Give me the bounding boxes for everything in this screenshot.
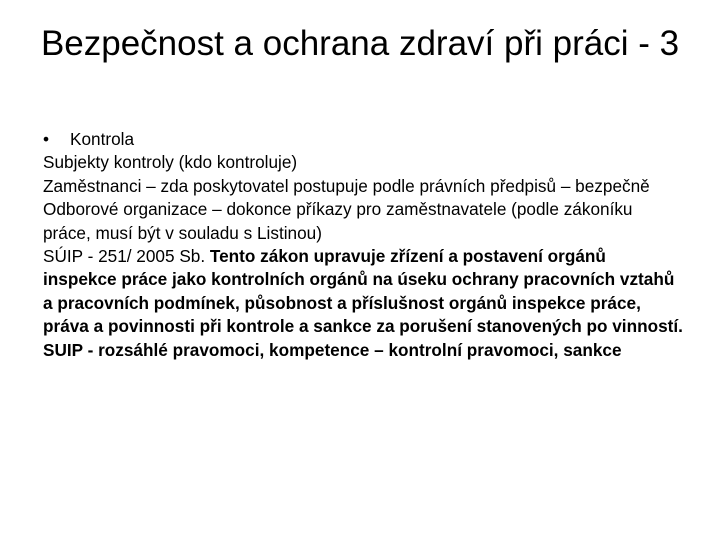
bullet-icon: • bbox=[43, 129, 50, 149]
bullet-item-kontrola bbox=[43, 128, 683, 151]
slide-content bbox=[43, 128, 683, 362]
suip-law-paragraph bbox=[43, 245, 683, 339]
unions-line: Odborové organizace – dokonce příkazy pro zaměstnavatele (podle zákoníku práce, musí být v souladu s Listinou) bbox=[43, 199, 633, 243]
employees-line: Zaměstnanci – zda poskytovatel postupuje podle právních předpisů – bezpečně bbox=[43, 175, 650, 196]
suip-powers-line: SUIP - rozsáhlé pravomoci, kompetence – kontrolní pravomoci, sankce bbox=[43, 339, 622, 360]
bullet-text: Kontrola bbox=[70, 129, 135, 149]
slide-title: Bezpečnost a ochrana zdraví při práci - 3 bbox=[40, 24, 680, 63]
suip-law-prefix: SÚIP - 251/ 2005 Sb. bbox=[43, 246, 210, 267]
suip-law-description: Tento zákon upravuje zřízení a postavení orgánů inspekce práce jako kontrolních orgánů na úseku ochrany pracovních vztahů a pracovních podmínek, působnost a příslušnost orgánů inspekce práce, práva a povinnosti při kontrole a sankce za porušení stanovených po vinností. bbox=[43, 246, 683, 337]
subjects-line: Subjekty kontroly (kdo kontroluje) bbox=[43, 152, 298, 173]
